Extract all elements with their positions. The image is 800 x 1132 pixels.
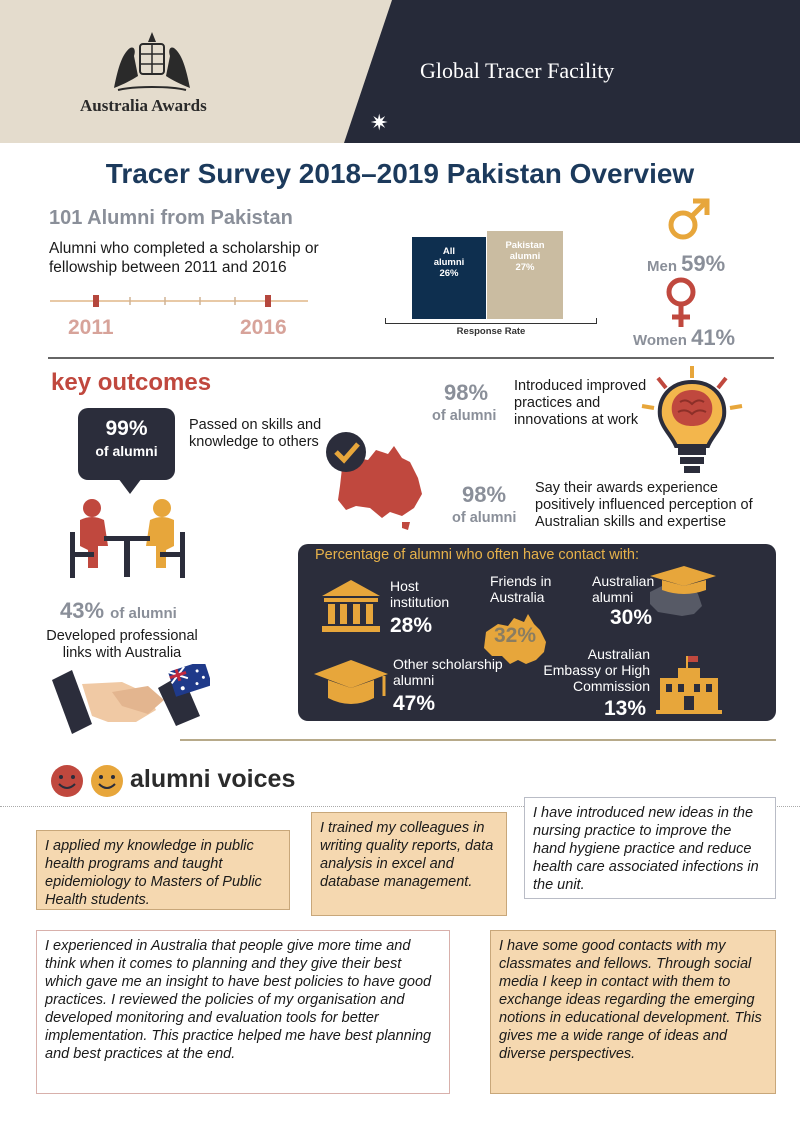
- facility-name: Global Tracer Facility: [420, 58, 615, 83]
- response-bar-pakistan-alumni: Pakistan alumni 27%: [487, 231, 563, 319]
- men-stat: Men 59%: [647, 251, 726, 276]
- perception-text: Say their awards experience positively influenced perception of Australian skills and expertise: [535, 480, 753, 530]
- alumni-description: Alumni who completed a scholarship or fellowship between 2011 and 2016: [49, 240, 319, 276]
- contact-host-label: Host institution: [390, 578, 450, 610]
- building-icon: [322, 580, 380, 632]
- male-symbol-icon: [666, 196, 712, 242]
- contact-panel-title: Percentage of alumni who often have contact with:: [315, 547, 640, 563]
- contact-host-pct: 28%: [390, 614, 433, 637]
- quote-card: I experienced in Australia that people give more time and think when it comes to planning and they give their best which gave me an insight to have best policies to have good practices. I reviewed the policies of my organisation and developed monitoring and evaluation tools for better implementation. This practice helped me have best planning and best practices at the end.: [36, 930, 450, 1094]
- smiley-faces-icon: [50, 764, 124, 798]
- brand-name: Australia Awards: [80, 96, 207, 115]
- section-divider: [48, 357, 774, 359]
- contact-friends-label: Friends in Australia: [490, 573, 552, 605]
- quote-card: I applied my knowledge in public health programs and taught epidemiology to Masters of Public Health students.: [36, 830, 290, 910]
- contact-friends-pct: 32%: [494, 624, 537, 647]
- alumni-voices-heading: alumni voices: [130, 765, 296, 793]
- contact-embassy-pct: 13%: [604, 697, 647, 720]
- links-text: Developed professional links with Australia: [46, 628, 198, 661]
- graduation-cap-icon: [314, 660, 388, 714]
- handshake-icon: [52, 664, 210, 736]
- quote-card: I have some good contacts with my classmates and fellows. Through social media I keep in contact with them to exchange ideas regarding the emerging notions in educational development. This gives me a wide range of ideas and diverse perspectives.: [490, 930, 776, 1094]
- links-stat: 43% of alumni: [60, 598, 177, 623]
- star-icon: ✷: [370, 110, 389, 135]
- response-bar-all-alumni: All alumni 26%: [412, 237, 486, 319]
- lightbulb-brain-icon: [640, 366, 744, 476]
- quote-card: I have introduced new ideas in the nursing practice to improve the hand hygiene practice and reduce health care associated infections in the unit.: [524, 797, 776, 899]
- practices-text: Introduced improved practices and innovations at work: [514, 378, 647, 428]
- coat-of-arms-icon: [104, 28, 200, 96]
- timeline-bar: [50, 290, 312, 314]
- meeting-people-icon: [68, 496, 188, 582]
- female-symbol-icon: [663, 277, 699, 329]
- contact-other-label: Other scholarship alumni: [393, 656, 503, 688]
- timeline-start-year: 2011: [68, 316, 114, 339]
- skills-stat-bubble: 99% of alumni: [78, 408, 175, 480]
- skills-text: Passed on skills and knowledge to others: [189, 417, 322, 450]
- timeline-end-year: 2016: [240, 316, 287, 339]
- contact-embassy-label: Australian Embassy or High Commission: [543, 646, 650, 694]
- practices-stat-sub: of alumni: [432, 408, 497, 424]
- women-stat: Women 41%: [633, 325, 736, 350]
- response-rate-label: Response Rate: [456, 326, 526, 337]
- header-banner: [0, 0, 800, 143]
- response-rate-axis: [385, 318, 597, 324]
- contact-other-pct: 47%: [393, 692, 436, 715]
- embassy-icon: [656, 656, 722, 714]
- australia-check-icon: [322, 428, 436, 532]
- quote-card: I trained my colleagues in writing quality reports, data analysis in excel and database management.: [311, 812, 507, 916]
- page-title: Tracer Survey 2018–2019 Pakistan Overview: [105, 158, 695, 189]
- bubble-tail: [118, 478, 142, 496]
- contact-aus-alumni-label: Australian alumni: [592, 573, 655, 605]
- key-outcomes-heading: key outcomes: [51, 369, 212, 396]
- perception-stat-sub: of alumni: [452, 510, 517, 526]
- alumni-count: 101 Alumni from Pakistan: [49, 207, 293, 229]
- contact-aus-alumni-pct: 30%: [610, 606, 653, 629]
- perception-stat-pct: 98%: [462, 482, 507, 507]
- practices-stat-pct: 98%: [444, 380, 489, 405]
- section-divider: [180, 739, 776, 741]
